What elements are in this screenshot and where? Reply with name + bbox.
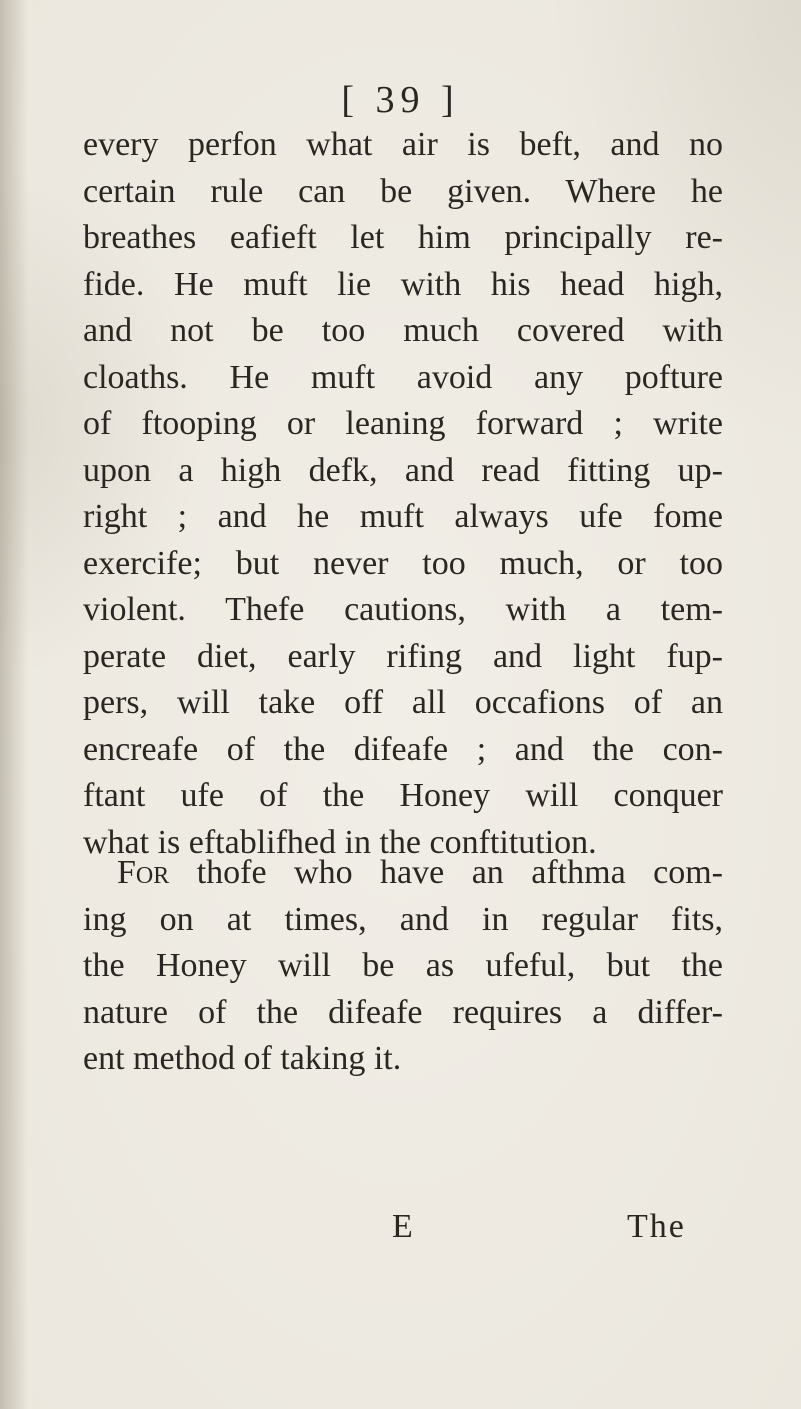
paragraph-1: [83, 122, 723, 866]
page-number: [ 39 ]: [341, 79, 460, 121]
text-line: pers, will take off all occafions of an: [83, 684, 723, 721]
text-line: nature of the difeafe requires a differ-: [83, 993, 723, 1031]
text-line: fide. He muft lie with his head high,: [83, 265, 723, 303]
text-line: every perfon what air is beft, and no: [83, 126, 723, 163]
text-line-rest: thofe who have an afthma com-: [169, 854, 723, 891]
catchword: The: [627, 1208, 686, 1245]
text-line: right ; and he muft always ufe fome: [83, 498, 723, 535]
text-line: exercife; but never too much, or too: [83, 544, 723, 582]
text-line: breathes eafieft let him principally re-: [83, 219, 723, 256]
text-line: the Honey will be as ufeful, but the: [83, 947, 723, 984]
text-line: of ftooping or leaning forward ; write: [83, 405, 723, 442]
page-footer: [0, 1208, 801, 1258]
text-line: what is eftablifhed in the conftitution.: [83, 823, 597, 861]
text-line: ing on at times, and in regular fits,: [83, 900, 723, 938]
text-line: cloaths. He muft avoid any pofture: [83, 358, 723, 396]
text-line: ftant ufe of the Honey will conquer: [83, 777, 723, 814]
paragraph-2: [83, 850, 723, 1083]
text-line: upon a high defk, and read fitting up-: [83, 451, 723, 489]
signature-mark: E: [392, 1208, 415, 1245]
text-line: ent method of taking it.: [83, 1040, 402, 1077]
text-line: perate diet, early rifing and light fup-: [83, 637, 723, 675]
text-line: encreafe of the difeafe ; and the con-: [83, 730, 723, 768]
text-line-first: [83, 850, 723, 897]
text-line: violent. Thefe cautions, with a tem-: [83, 591, 723, 628]
text-line: and not be too much covered with: [83, 312, 723, 349]
paragraph-lead-word: For: [117, 854, 170, 891]
text-line: certain rule can be given. Where he: [83, 172, 723, 210]
